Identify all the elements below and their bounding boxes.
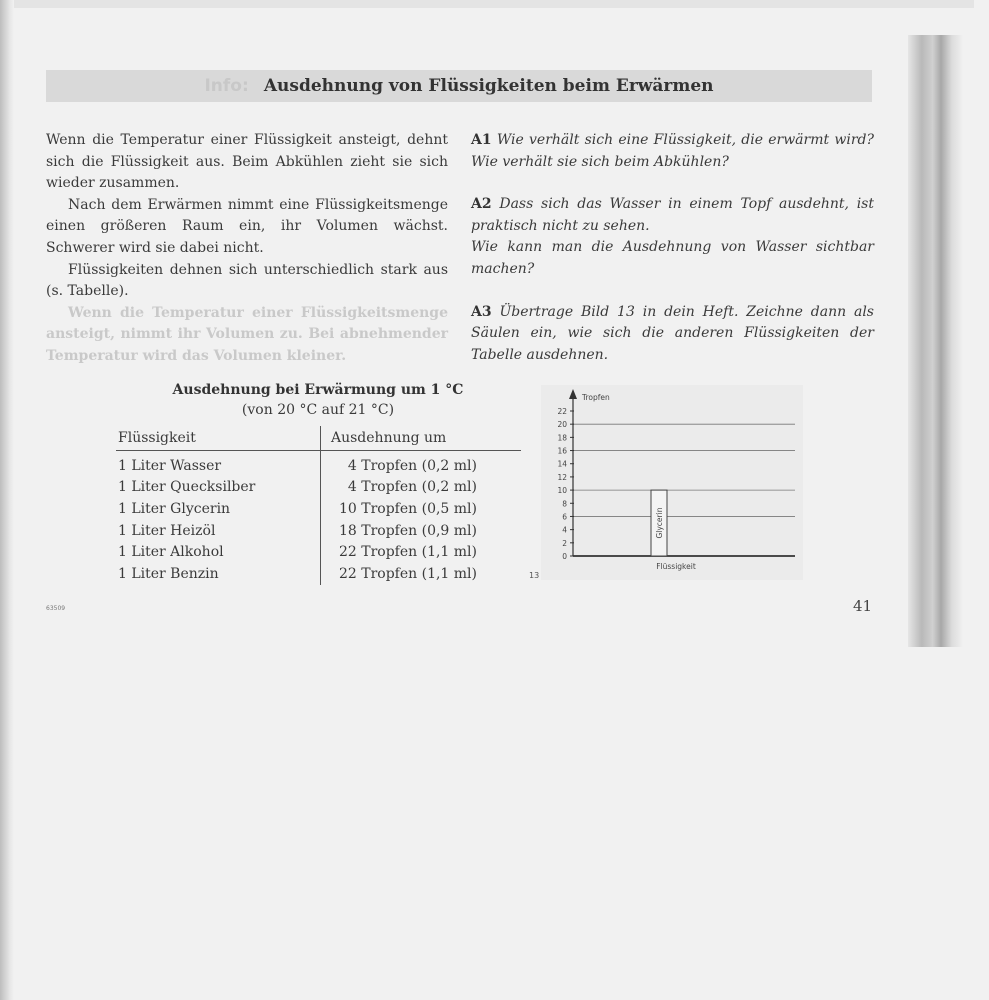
table-cell: 18 Tropfen (0,9 ml)	[321, 520, 522, 542]
chart-y-tick-label: 2	[562, 538, 567, 548]
top-margin-strip	[14, 0, 974, 8]
chart-x-axis-label: Flüssigkeit	[656, 562, 696, 571]
chart-y-tick-label: 10	[557, 486, 567, 496]
info-body-text	[46, 130, 448, 368]
table-row	[116, 541, 521, 563]
task-text: Wie verhält sich eine Flüssigkeit, die erwärmt wird? Wie verhält sie sich beim Abkühlen?	[471, 132, 874, 170]
paragraph-1: Wenn die Temperatur einer Flüssigkeit ansteigt, dehnt sich die Flüssigkeit aus. Beim Abkühlen zieht sie sich wieder zusammen.	[46, 132, 448, 192]
chart-y-tick-label: 14	[557, 459, 567, 469]
table-cell: 1 Liter Wasser	[118, 457, 222, 474]
table-subtitle: (von 20 °C auf 21 °C)	[241, 402, 395, 418]
task-text-2: Wie kann man die Ausdehnung von Wasser sichtbar machen?	[471, 239, 874, 277]
table-cell: 1 Liter Alkohol	[118, 544, 224, 561]
figure-13-chart	[535, 385, 805, 585]
table-cell: 4 Tropfen (0,2 ml)	[321, 451, 522, 477]
summary-paragraph: Wenn die Temperatur einer Flüssigkeitsmenge ansteigt, nimmt ihr Volumen zu. Bei abnehmender Temperatur wird das Volumen kleiner.	[46, 304, 448, 364]
task-a3	[471, 302, 874, 367]
table-title: Ausdehnung bei Erwärmung um 1 °C	[172, 382, 464, 398]
table-row	[116, 520, 521, 542]
page-left-edge-shadow	[0, 0, 14, 1000]
task-a1	[471, 130, 874, 173]
figure-number: 13	[529, 571, 540, 580]
chart-y-tick-label: 8	[562, 499, 567, 509]
task-text: Übertrage Bild 13 in dein Heft. Zeichne dann als Säulen ein, wie sich die anderen Flüssigkeiten der Tabelle ausdehnen.	[471, 303, 874, 363]
table-header-cell: Ausdehnung um	[321, 426, 522, 451]
info-label: Info:	[204, 76, 249, 96]
paragraph-3: Flüssigkeiten dehnen sich unterschiedlich stark aus (s. Tabelle).	[46, 261, 448, 300]
page-right-edge-shadow	[908, 35, 963, 647]
chart-svg	[535, 385, 805, 585]
info-header	[46, 70, 872, 102]
page-title: Ausdehnung von Flüssigkeiten beim Erwärmen	[263, 76, 714, 96]
table-cell: 1 Liter Heizöl	[118, 522, 216, 539]
table-cell: 10 Tropfen (0,5 ml)	[321, 498, 522, 520]
table-cell: 1 Liter Benzin	[118, 565, 219, 582]
chart-y-tick-label: 4	[562, 525, 567, 535]
chart-y-axis-label: Tropfen	[582, 393, 610, 402]
table-row	[116, 477, 521, 499]
chart-y-tick-label: 20	[557, 420, 567, 430]
table-cell: 1 Liter Glycerin	[118, 500, 231, 517]
table-row	[116, 451, 521, 477]
task-number: A2	[471, 196, 492, 213]
page-number: 41	[853, 597, 873, 615]
chart-y-tick-label: 22	[557, 407, 567, 416]
chart-y-tick-label: 12	[557, 472, 567, 482]
page-code: 63509	[46, 605, 66, 612]
table-row	[116, 498, 521, 520]
chart-y-tick-label: 18	[557, 433, 567, 443]
chart-y-tick-label: 16	[557, 446, 567, 456]
table-row	[116, 563, 521, 585]
task-text: Dass sich das Wasser in einem Topf ausdehnt, ist praktisch nicht zu sehen.	[471, 196, 874, 234]
expansion-table	[116, 426, 521, 585]
chart-y-tick-label: 6	[562, 512, 567, 522]
task-number: A1	[471, 132, 492, 148]
task-number: A3	[471, 303, 492, 320]
tasks-column	[471, 130, 874, 387]
chart-bar-label: Glycerin	[655, 507, 664, 539]
table-header-row	[116, 426, 521, 451]
table-cell: 22 Tropfen (1,1 ml)	[321, 563, 522, 585]
paragraph-2: Nach dem Erwärmen nimmt eine Flüssigkeitsmenge einen größeren Raum ein, ihr Volumen wächst. Schwerer wird sie dabei nicht.	[46, 196, 448, 256]
table-cell: 1 Liter Quecksilber	[118, 479, 256, 496]
task-a2	[471, 194, 874, 280]
table-header-cell: Flüssigkeit	[118, 430, 196, 446]
chart-background	[541, 385, 803, 580]
table-cell: 22 Tropfen (1,1 ml)	[321, 541, 522, 563]
chart-y-tick-label: 0	[562, 552, 567, 561]
table-cell: 4 Tropfen (0,2 ml)	[321, 477, 522, 499]
